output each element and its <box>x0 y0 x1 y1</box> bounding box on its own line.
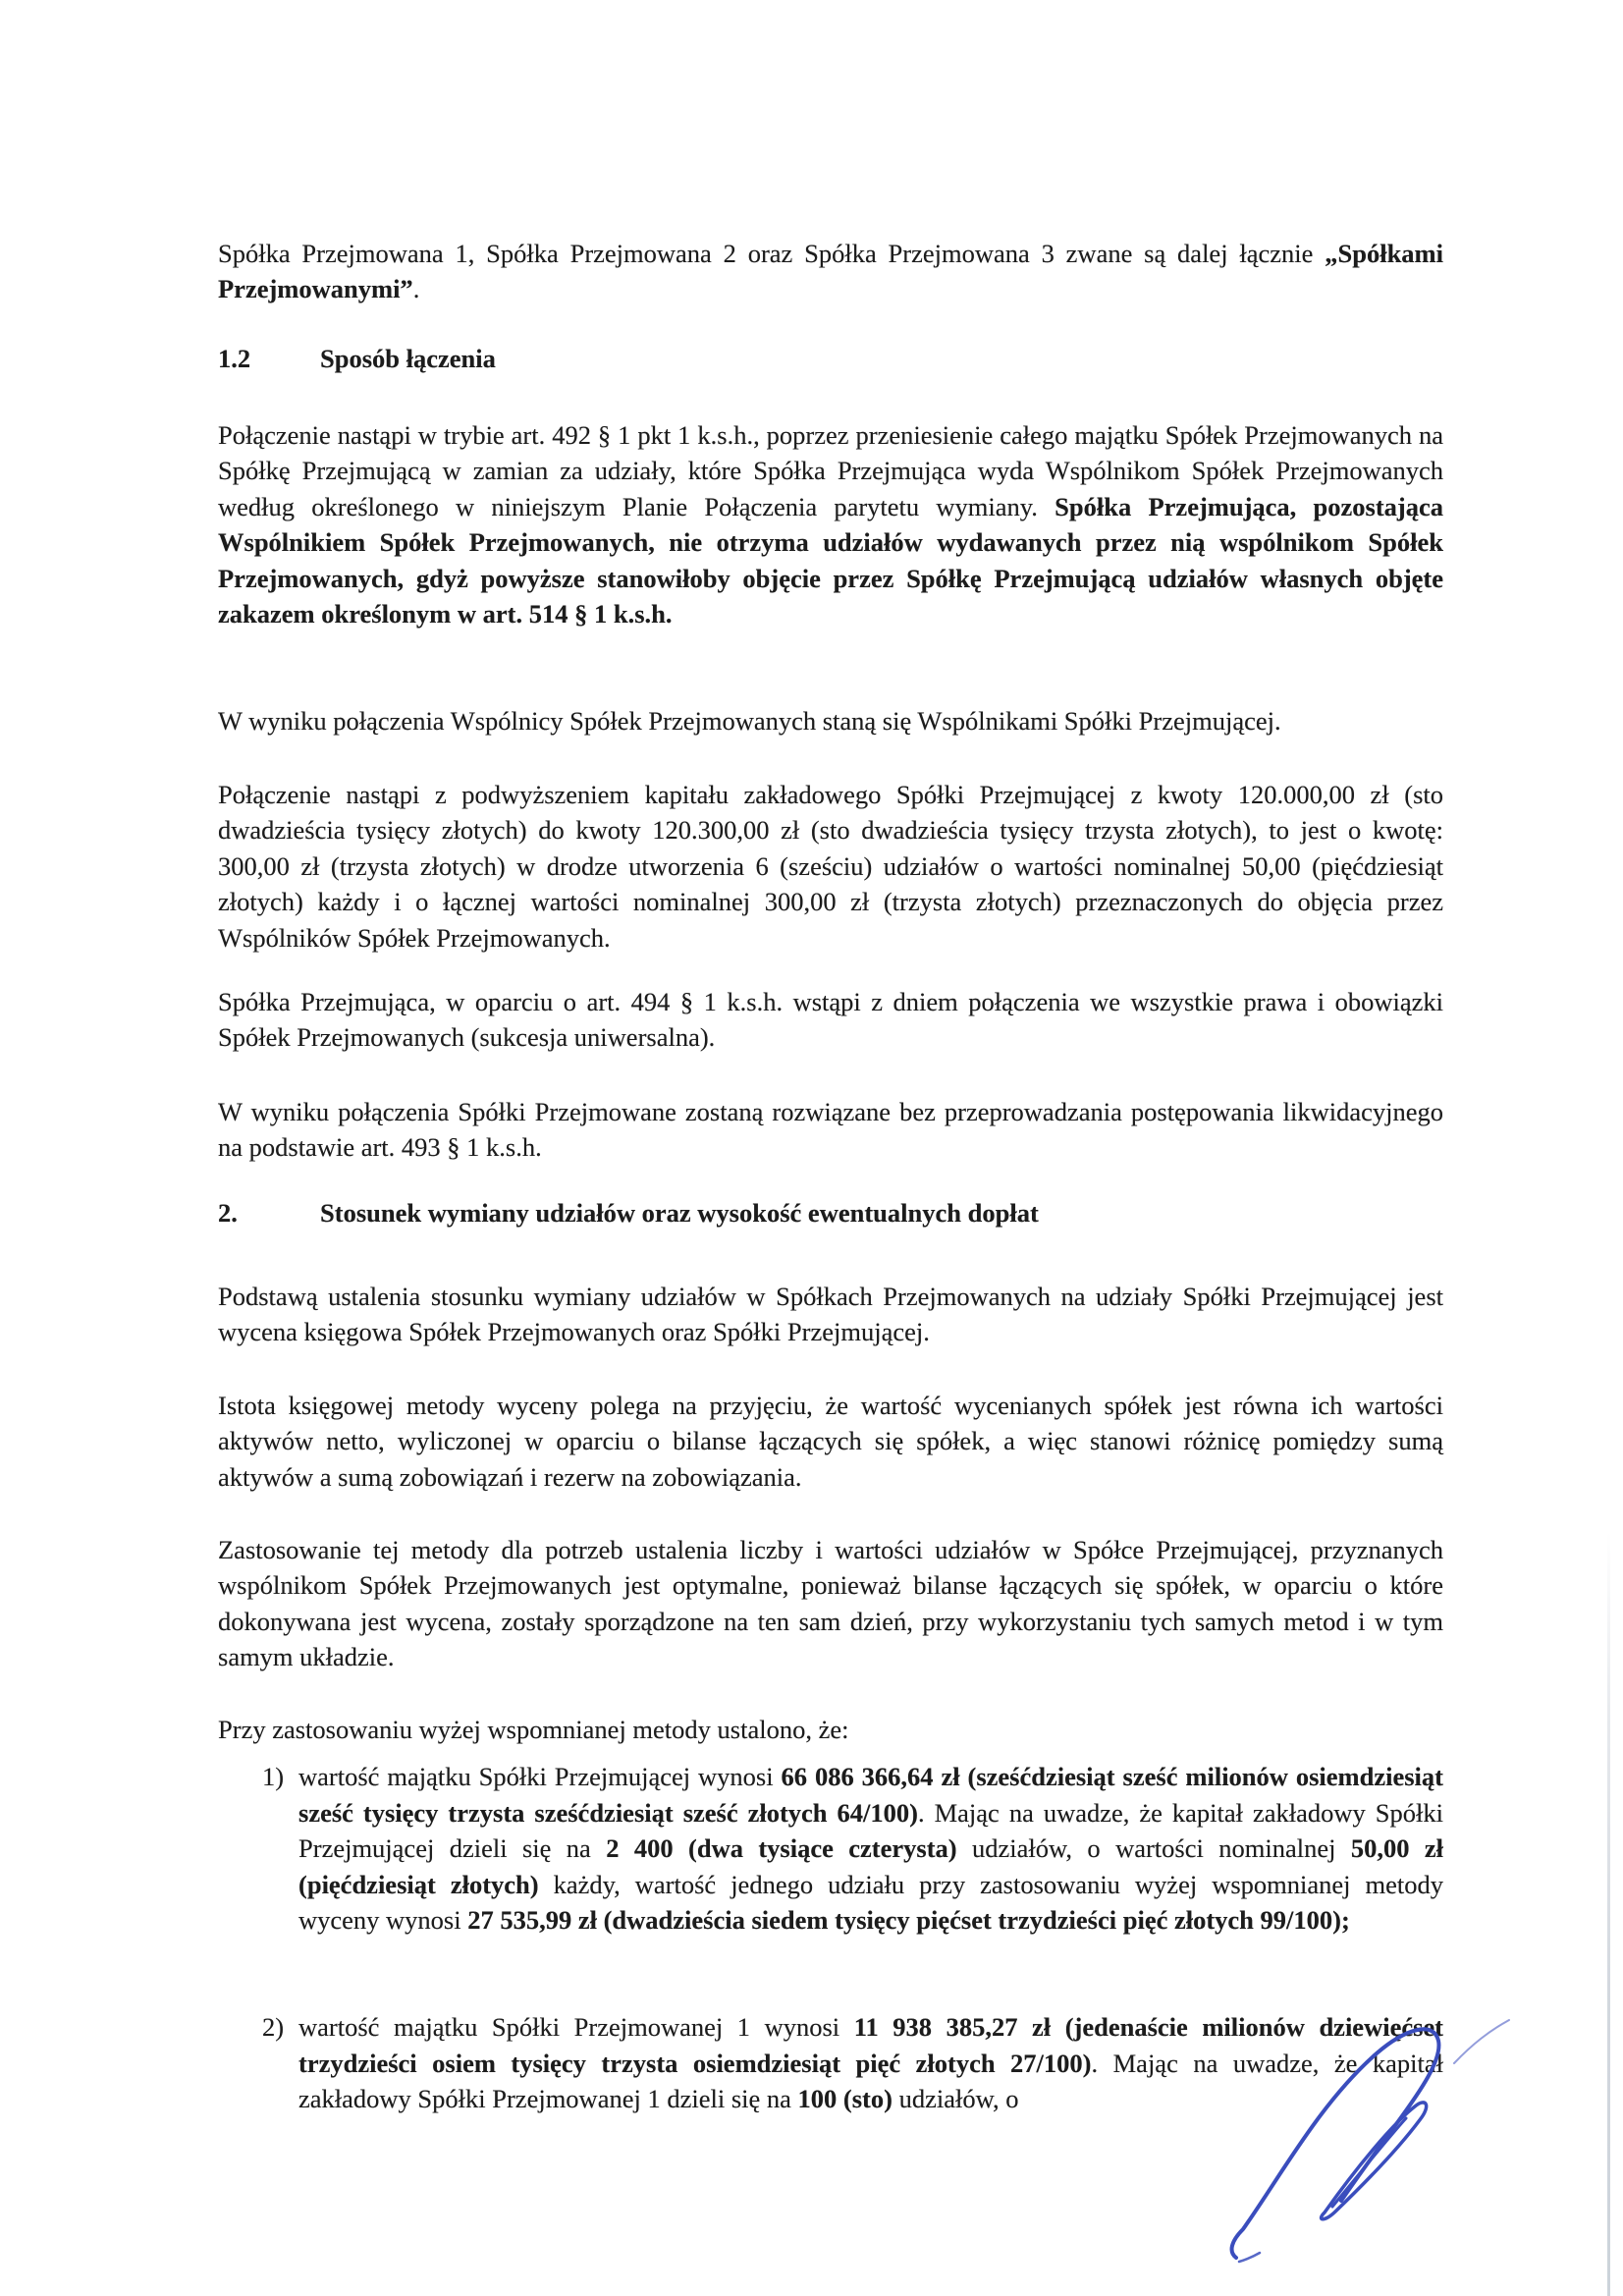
bold-text-segment: Spółka Przejmująca, pozostająca Wspólnikiem Spółek Przejmowanych, nie otrzyma udziałów wydawanych przez nią wspólnikom Spółek Przejmowanych, gdyż powyższe stanowiłoby objęcie przez Spółkę Przejmującą udziałów własnych objęte zakazem określonym w art. 514 § 1 k.s.h. <box>218 491 1444 629</box>
text-segment: . <box>412 274 420 303</box>
heading-title: Sposób łączenia <box>320 343 496 373</box>
paragraph-book-value-method <box>218 1388 1443 1496</box>
list-item-text <box>298 2012 1443 2113</box>
paragraph-parties-collective-name <box>218 236 1443 307</box>
bold-text-segment: 66 086 366,64 zł (sześćdziesiąt sześć milionów osiemdziesiąt sześć tysięcy trzysta sześćdziesiąt sześć złotych 64/100) <box>298 1762 1443 1828</box>
text-segment: . Mając na uwadze, że kapitał zakładowy Spółki Przejmującej dzieli się na <box>298 1797 1443 1863</box>
list-item-acquiring-company-value <box>218 1759 1443 1939</box>
signature-bottom-tick <box>1239 2253 1260 2262</box>
text-segment: każdy, wartość jednego udziału przy zastosowaniu wyżej wspomnianej metody wyceny wynosi <box>298 1869 1443 1935</box>
signature-tail-stroke <box>1454 2020 1509 2063</box>
text-segment: W wyniku połączenia Wspólnicy Spółek Przejmowanych staną się Wspólnikami Spółki Przejmującej. <box>218 705 1281 736</box>
text-segment: Zastosowanie tej metody dla potrzeb ustalenia liczby i wartości udziałów w Spółce Przejmującej, przyznanych wspólnikom Spółek Przejmowanych jest optymalne, ponieważ bilanse łączących się spółek, w oparciu o które dokonywana jest wycena, zostały sporządzone na ten sam dzień, przy wykorzystaniu tych samych metod i w tym samym układzie. <box>218 1534 1443 1671</box>
text-segment: W wyniku połączenia Spółki Przejmowane zostaną rozwiązane bez przeprowadzania postępowania likwidacyjnego na podstawie art. 493 § 1 k.s.h. <box>218 1096 1443 1162</box>
text-segment: Przy zastosowaniu wyżej wspomnianej metody ustalono, że: <box>218 1714 849 1744</box>
paragraph-method-optimality <box>218 1532 1443 1675</box>
list-item-acquired-company-1-value <box>218 2009 1443 2117</box>
bold-text-segment: 50,00 zł (pięćdziesiąt złotych) <box>298 1833 1444 1899</box>
paragraph-universal-succession <box>218 984 1443 1056</box>
text-segment: Połączenie nastąpi w trybie art. 492 § 1 pkt 1 k.s.h., poprzez przeniesienie całego majątku Spółek Przejmowanych na Spółkę Przejmującą w zamian za udziały, które Spółka Przejmująca wyda Wspólnikom Spółek Przejmowanych według określonego w niniejszym Planie Połączenia parytetu wymiany. <box>218 419 1443 521</box>
text-segment: udziałów, o <box>892 2084 1019 2113</box>
paragraph-capital-increase <box>218 777 1443 957</box>
bold-text-segment: „Spółkami Przejmowanymi” <box>218 238 1443 303</box>
bold-text-segment: 100 (sto) <box>797 2084 893 2113</box>
paragraph-merger-mode <box>218 417 1443 632</box>
text-segment: Połączenie nastąpi z podwyższeniem kapitału zakładowego Spółki Przejmującej z kwoty 120.000,00 zł (sto dwadzieścia tysięcy złotych) do kwoty 120.300,00 zł (sto dwadzieścia tysięcy trzysta złotych), to jest o kwotę: 300,00 zł (trzysta złotych) w drodze utworzenia 6 (sześciu) udziałów o wartości nominalnej 50,00 (pięćdziesiąt złotych) każdy i o łącznej wartości nominalnej 300,00 zł (trzysta złotych) przeznaczonych do objęcia przez Wspólników Spółek Przejmowanych. <box>218 779 1443 953</box>
list-marker: 1) <box>262 1762 285 1791</box>
paragraph-findings-intro <box>218 1712 1443 1748</box>
paragraph-valuation-basis <box>218 1279 1443 1350</box>
text-segment: Spółka Przejmowana 1, Spółka Przejmowana 2 oraz Spółka Przejmowana 3 zwane są dalej łącznie <box>218 238 1325 268</box>
bold-text-segment: 11 938 385,27 zł (jedenaście milionów dziewięćset trzydzieści osiem tysięcy trzysta osiemdziesiąt pięć złotych 27/100) <box>298 2012 1443 2078</box>
text-segment: Podstawą ustalenia stosunku wymiany udziałów w Spółkach Przejmowanych na udziały Spółki Przejmującej jest wycena księgowa Spółek Przejmowanych oraz Spółki Przejmującej. <box>218 1281 1443 1346</box>
scanner-artifact-line <box>1607 1532 1610 2296</box>
text-segment: . Mając na uwadze, że kapitał zakładowy Spółki Przejmowanej 1 dzieli się na <box>298 2048 1443 2113</box>
list-item-text <box>298 1762 1443 1935</box>
heading-number: 2. <box>218 1197 238 1228</box>
section-heading-exchange-ratio <box>218 1195 1443 1231</box>
paragraph-shareholders-result <box>218 703 1443 739</box>
text-segment: udziałów, o wartości nominalnej <box>956 1833 1351 1863</box>
text-segment: Spółka Przejmująca, w oparciu o art. 494 § 1 k.s.h. wstąpi z dniem połączenia we wszystkie prawa i obowiązki Spółek Przejmowanych (sukcesja uniwersalna). <box>218 986 1443 1052</box>
text-segment: Istota księgowej metody wyceny polega na przyjęciu, że wartość wycenianych spółek jest równa ich wartości aktywów netto, wyliczonej w oparciu o bilanse łączących się spółek, a więc stanowi różnicę pomiędzy sumą aktywów a sumą zobowiązań i rezerw na zobowiązania. <box>218 1390 1443 1492</box>
bold-text-segment: 2 400 (dwa tysiące czterysta) <box>606 1833 957 1863</box>
text-segment: wartość majątku Spółki Przejmującej wynosi <box>298 1762 782 1791</box>
bold-text-segment: 27 535,99 zł (dwadzieścia siedem tysięcy pięćset trzydzieści pięć złotych 99/100); <box>467 1905 1350 1935</box>
text-segment: wartość majątku Spółki Przejmowanej 1 wynosi <box>298 2012 854 2042</box>
signature-loop-inner <box>1332 2118 1406 2207</box>
paragraph-dissolution-without-liquidation <box>218 1094 1443 1166</box>
section-heading-merger-method <box>218 341 1443 377</box>
signature-loop <box>1322 2103 1427 2219</box>
list-marker: 2) <box>262 2012 285 2042</box>
heading-title: Stosunek wymiany udziałów oraz wysokość ewentualnych dopłat <box>320 1197 1039 1228</box>
heading-number: 1.2 <box>218 343 251 373</box>
